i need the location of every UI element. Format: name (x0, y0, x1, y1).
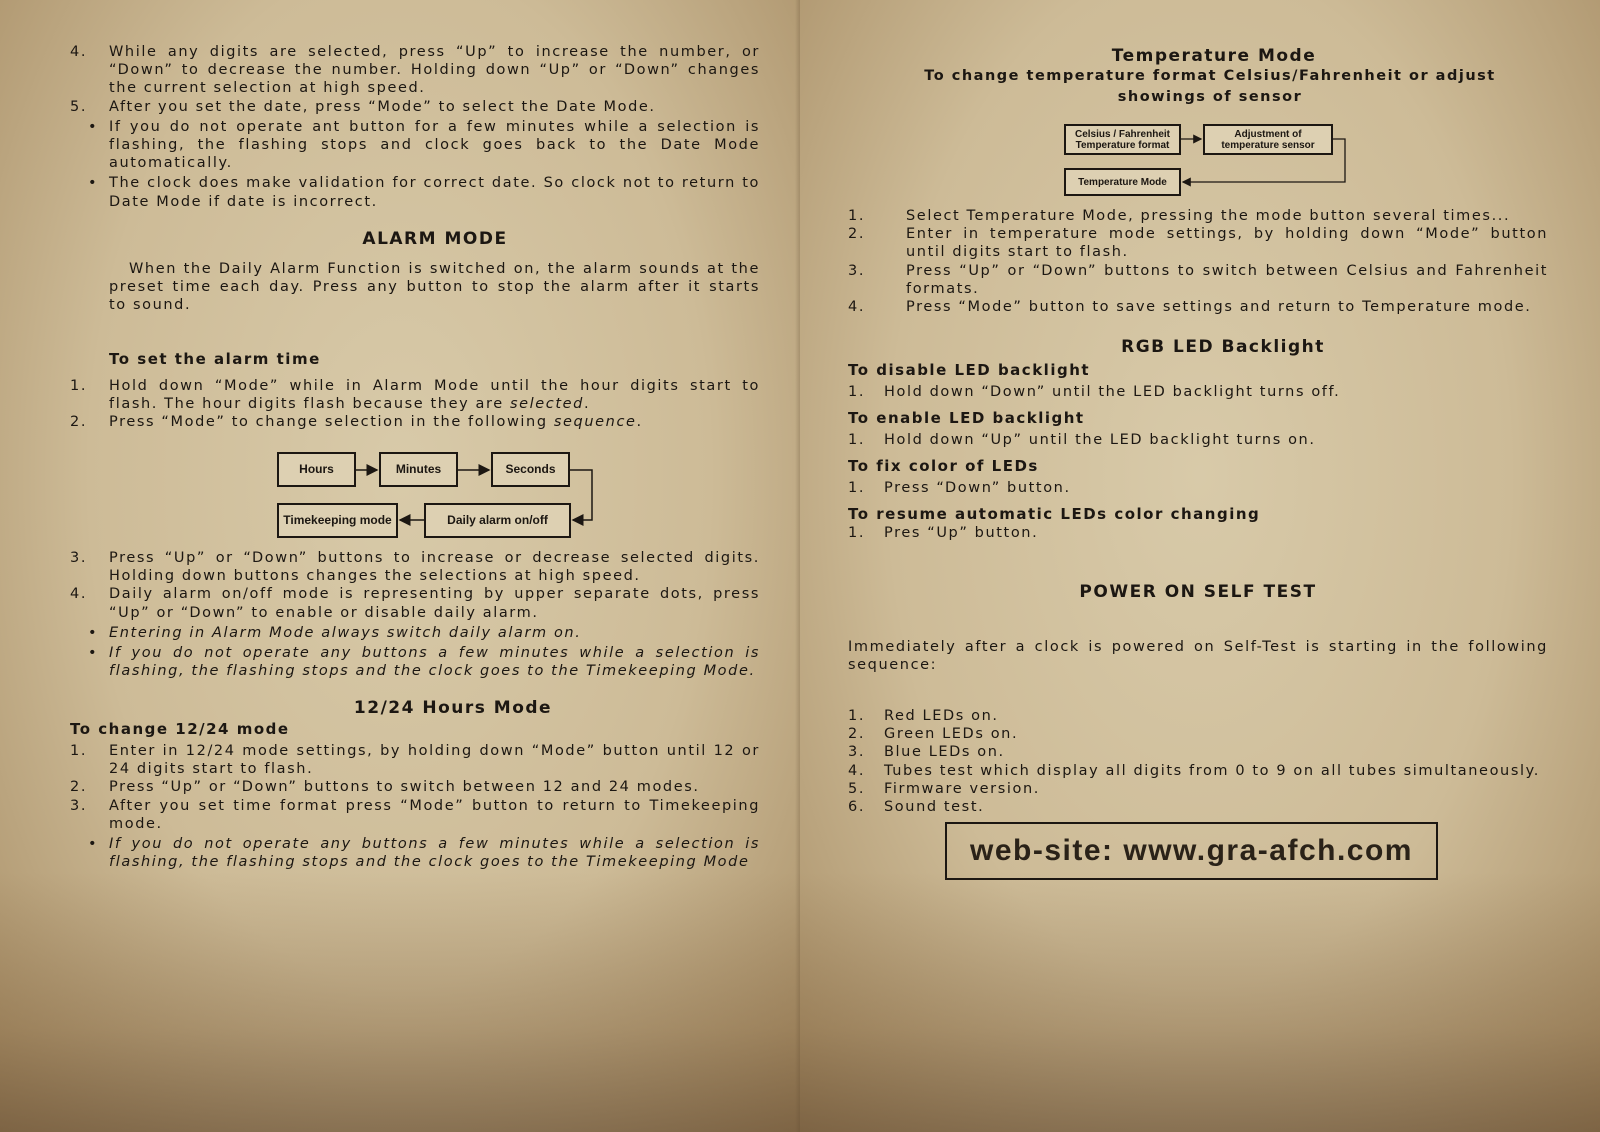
step-number: 1. (848, 384, 866, 400)
step-text: Press “Down” button. (884, 480, 1071, 496)
hours-mode-steps (70, 742, 760, 871)
rgb-resume-heading: To resume automatic LEDs color changing (848, 505, 1261, 523)
temperature-mode-title: Temperature Mode (1111, 46, 1317, 66)
list-item: 1. Select Temperature Mode, pressing the mode button several times... (848, 208, 1511, 224)
self-test-title: POWER ON SELF TEST (1079, 582, 1317, 602)
list-item: • If you do not operate any buttons a few minutes while a selection is flashing, the flashing stops and the clock goes to the Timekeeping Mode. (88, 645, 760, 680)
step-number: 1. (848, 432, 866, 448)
rgb-fix-heading: To fix color of LEDs (848, 457, 1039, 475)
step-number: 1. (848, 480, 866, 496)
list-item: 3. Press “Up” or “Down” buttons to increase or decrease selected digits. Holding down buttons changes the selections at high speed. (70, 550, 760, 585)
list-item: 4. While any digits are selected, press “Up” to increase the number, or “Down” to decrease the number. Holding down “Up” or “Down” changes the current selection at high speed. (70, 44, 760, 97)
diagram-box-adjustment: Adjustment of temperature sensor (1203, 124, 1333, 155)
diagram-box-daily-alarm: Daily alarm on/off (424, 503, 571, 538)
list-item: 1. Hold down “Mode” while in Alarm Mode until the hour digits start to flash. The hour digits flash because they are selected. (70, 378, 760, 413)
rgb-title: RGB LED Backlight (1121, 337, 1325, 357)
self-test-steps (848, 707, 1548, 816)
list-item: • Entering in Alarm Mode always switch daily alarm on. (88, 624, 582, 641)
list-item: • The clock does make validation for correct date. So clock not to return to Date Mode if date is incorrect. (88, 175, 760, 210)
rgb-enable-heading: To enable LED backlight (848, 409, 1085, 427)
diagram-box-timekeeping-mode: Timekeeping mode (277, 503, 398, 538)
list-item: 5. Firmware version. (848, 780, 1040, 797)
alarm-time-subtitle: To set the alarm time (109, 350, 321, 368)
list-item: 1. Red LEDs on. (848, 708, 999, 724)
hours-mode-subtitle: To change 12/24 mode (70, 720, 290, 738)
list-item: • If you do not operate ant button for a few minutes while a selection is flashing, the flashing stops and clock goes back to the Date Mode automatically. (88, 118, 760, 172)
website-link[interactable]: web-site: www.gra-afch.com (945, 822, 1438, 880)
list-item: 1. Enter in 12/24 mode settings, by holding down “Mode” button until 12 or 24 digits start to flash. (70, 743, 760, 778)
hours-mode-title: 12/24 Hours Mode (353, 698, 553, 718)
alarm-mode-description: When the Daily Alarm Function is switched on, the alarm sounds at the preset time each day. Press any button to stop the alarm after it starts to sound. (109, 261, 760, 314)
diagram-box-temperature-mode: Temperature Mode (1064, 168, 1181, 196)
temperature-mode-subtitle: To change temperature format Celsius/Fahrenheit or adjust showings of sensor (924, 68, 1496, 105)
list-item: 3. Blue LEDs on. (848, 744, 1005, 761)
alarm-steps-continued (70, 549, 760, 680)
list-item: 2. Press “Mode” to change selection in the following sequence. (70, 414, 643, 431)
list-item: 6. Sound test. (848, 799, 985, 816)
list-item: 3. Press “Up” or “Down” buttons to switch between Celsius and Fahrenheit formats. (848, 262, 1548, 297)
step-number: 1. (848, 525, 866, 541)
self-test-description: Immediately after a clock is powered on Self-Test is starting in the following sequence: (848, 639, 1548, 674)
step-text: Hold down “Up” until the LED backlight turns on. (884, 432, 1316, 448)
list-item: 2. Green LEDs on. (848, 726, 1019, 743)
rgb-disable-heading: To disable LED backlight (848, 361, 1091, 379)
list-item: 2. Enter in temperature mode settings, by holding down “Mode” button until digits start to flash. (848, 226, 1548, 261)
list-item: 4. Press “Mode” button to save settings and return to Temperature mode. (848, 299, 1532, 316)
diagram-box-hours: Hours (277, 452, 356, 487)
right-page (800, 0, 1600, 1132)
diagram-box-seconds: Seconds (491, 452, 570, 487)
rgb-fix-step (848, 479, 1071, 497)
list-item: 4. Daily alarm on/off mode is representing by upper separate dots, press “Up” or “Down” to enable or disable daily alarm. (70, 586, 760, 621)
diagram-box-celsius-fahrenheit: Celsius / Fahrenheit Temperature format (1064, 124, 1181, 155)
list-item: 2. Press “Up” or “Down” buttons to switch between 12 and 24 modes. (70, 779, 700, 796)
list-item: 3. After you set time format press “Mode” button to return to Timekeeping mode. (70, 797, 760, 832)
rgb-resume-step (848, 524, 1038, 542)
rgb-enable-step (848, 431, 1316, 449)
rgb-disable-step (848, 383, 1340, 401)
list-item: 5. After you set the date, press “Mode” to select the Date Mode. (70, 98, 656, 115)
alarm-mode-title: ALARM MODE (362, 229, 508, 249)
temperature-diagram-arrows (800, 0, 1600, 1132)
temperature-steps (848, 207, 1548, 316)
list-item: 4. Tubes test which display all digits from 0 to 9 on all tubes simultaneously. (848, 762, 1540, 779)
step-text: Hold down “Down” until the LED backlight turns off. (884, 384, 1341, 400)
list-item: • If you do not operate any buttons a few minutes while a selection is flashing, the flashing stops and the clock goes to the Timekeeping Mode (88, 836, 760, 871)
diagram-box-minutes: Minutes (379, 452, 458, 487)
step-text: Pres “Up” button. (884, 525, 1039, 541)
